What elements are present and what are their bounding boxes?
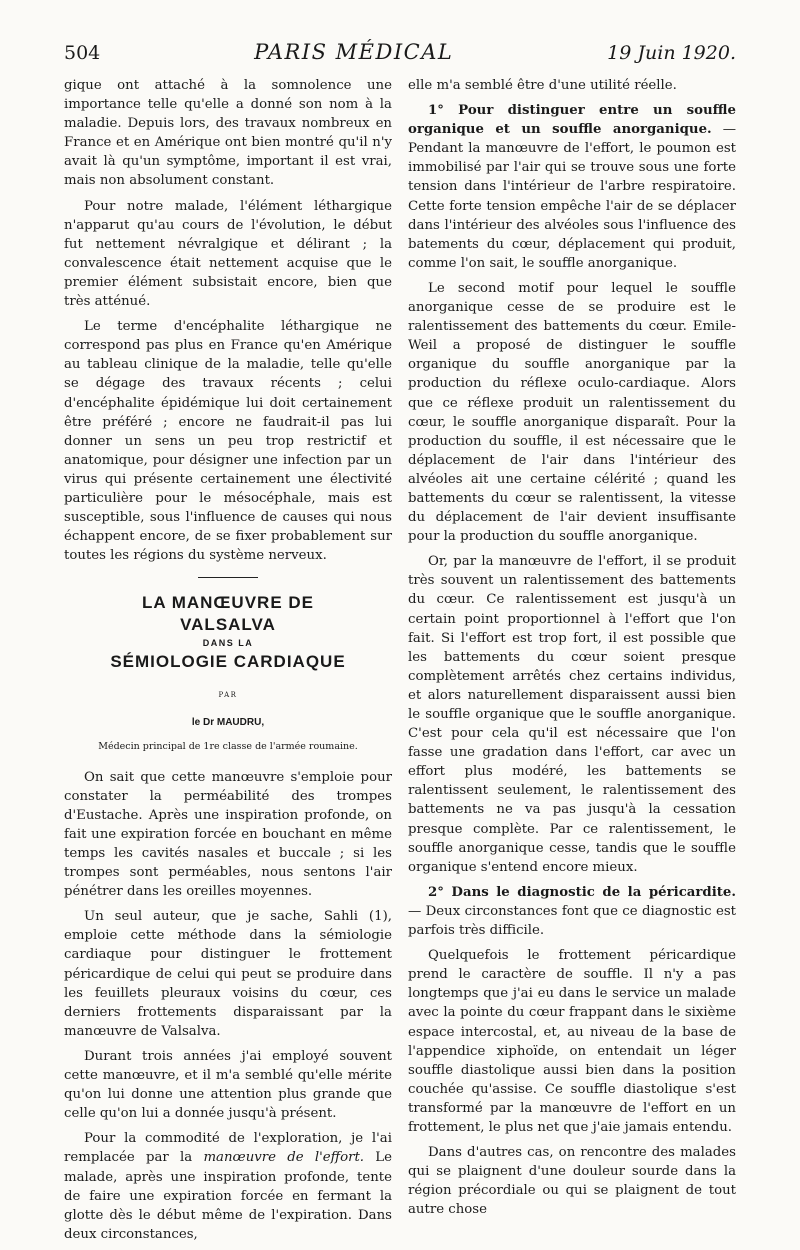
journal-title: PARIS MÉDICAL xyxy=(254,40,454,64)
title-line: DANS LA xyxy=(202,638,254,649)
title-line: LA MANŒUVRE DE xyxy=(141,593,315,613)
paragraph: Dans d'autres cas, on rencontre des malades qui se plaignent d'une douleur sourde dans la région précordiale ou qui se plaignent de tout autre chose xyxy=(408,1145,736,1218)
title-line: SÉMIOLOGIE CARDIAQUE xyxy=(110,652,346,672)
paragraph: Durant trois années j'ai employé souvent cette manœuvre, et il m'a semblé qu'elle mérite qu'on lui donne une attention plus grande que celle qu'on lui a donnée jusqu'à présent. xyxy=(64,1048,392,1122)
text-run: Le malade, après une inspiration profonde, tente de faire une expiration forcée en fermant la glotte dès le début même de l'expiration. Dans deux circonstances, xyxy=(64,1150,392,1242)
paragraph: Or, par la manœuvre de l'effort, il se produit très souvent un ralentissement des battements du cœur. Ce ralentissement est jusqu'à un certain point proportionnel à l'effort que l'on fait. Si l'effort est trop fort, il est possible que les battements du cœur soient presque complètement arrêtés chez certains individus, et alors naturellement disparaissent aussi bien le souffle organique que le souffle anorganique. C'est pour cela qu'il est nécessaire que l'on fasse une gradation dans l'effort, car avec un effort plus modéré, les battements se ralentissent seulement, le ralentissement des battements ne va pas jusqu'à la cessation presque complète. Par ce ralentissement, le souffle anorganique cesse, tandis que le souffle organique s'entend encore mieux. xyxy=(408,554,736,875)
section-divider xyxy=(198,577,258,578)
author-name: le Dr MAUDRU, xyxy=(191,717,265,729)
title-line: VALSALVA xyxy=(180,615,276,635)
text-run: Pour la commodité de l'exploration, je l'ai remplacée par la xyxy=(64,1131,392,1166)
paragraph: On sait que cette manœuvre s'emploie pour constater la perméabilité des trompes d'Eustache. Après une inspiration profonde, on fait une expiration forcée en bouchant en même temps les cavités nasales et buccale ; si les trompes sont perméables, nous sentons l'air pénétrer dans les oreilles moyennes. xyxy=(64,769,392,900)
paragraph: Quelquefois le frottement péricardique prend le caractère de souffle. Il n'y a pas longtemps que j'ai eu dans le service un malade avec la pointe du cœur frappant dans le sixième espace intercostal, et, au niveau de la base de l'appendice xiphoïde, on entendait un léger souffle diastolique aussi bien dans la position couchée qu'assise. Ce souffle diastolique s'est transformé par la manœuvre de l'effort en un frottement, le plus net que j'aie jamais entendu. xyxy=(408,948,736,1135)
paragraph: gique ont attaché à la somnolence une importance telle qu'elle a donné son nom à la maladie. Depuis lors, des travaux nombreux en France et en Amérique ont bien montré qu'il n'y avait là qu'un symptôme, important il est vrai, mais non absolument constant. xyxy=(64,78,392,189)
paragraph xyxy=(408,883,736,940)
paragraph: Pour notre malade, l'élément léthargique n'apparut qu'au cours de l'évolution, le début fut nettement névralgique et délirant ; la convalescence était nettement acquise que le premier élément subsistait encore, bien que très atténué. xyxy=(64,198,392,310)
paragraph: Le terme d'encéphalite léthargique ne correspond pas plus en France qu'en Amérique au tableau clinique de la maladie, telle qu'elle se dégage des travaux récents ; celui d'encéphalite épidémique lui doit certainement être préféré ; encore ne faudrait-il pas lui donner un sens un peu trop restrictif et anatomique, pour désigner une infection par un virus qui présente certainement une électivité particulière pour le mésocéphale, mais est susceptible, sous l'influence de causes qui nous échappent encore, de se fixer probablement sur toutes les régions du système nerveux. xyxy=(64,319,392,564)
byline-par: PAR xyxy=(218,691,238,700)
section-heading: 2° Dans le diagnostic de la péricardite. xyxy=(428,884,736,900)
paragraph: Le second motif pour lequel le souffle anorganique cesse de se produire est le ralentissement des battements du cœur. Emile-Weil a proposé de distinguer le souffle organique du souffle anorganique par la production du réflexe oculo-cardiaque. Alors que ce réflexe produit un ralentissement du cœur, le souffle anorganique disparaît. Pour la production du souffle, il est nécessaire que le déplacement de l'air dans l'intérieur des alvéoles ait une certaine célérité ; quand les battements du cœur se ralentissent, la vitesse du déplacement de l'air devient insuffisante pour la production du souffle anorganique. xyxy=(408,280,736,545)
emphasis-text: manœuvre de l'effort. xyxy=(203,1150,365,1166)
left-column xyxy=(64,76,392,1250)
author-affiliation: Médecin principal de 1re classe de l'armée roumaine. xyxy=(98,740,358,752)
article-title xyxy=(64,592,392,674)
paragraph: Un seul auteur, que je sache, Sahli (1), emploie cette méthode dans la sémiologie cardiaque pour distinguer le frottement péricardique de celui qui peut se produire dans les feuillets pleuraux voisins du cœur, ces derniers frottements disparaissant par la manœuvre de Valsalva. xyxy=(64,909,392,1039)
page-number: 504 xyxy=(64,42,101,64)
paragraph xyxy=(64,1129,392,1244)
text-run: — Pendant la manœuvre de l'effort, le poumon est immobilisé par l'air qui se trouve sous une forte tension dans l'intérieur de l'arbre respiratoire. Cette forte tension empêche l'air de se déplacer dans l'intérieur des alvéoles sous l'influence des batements du cœur, déplacement qui produit, comme l'on sait, le souffle anorganique. xyxy=(408,122,736,271)
text-run: — Deux circonstances font que ce diagnostic est parfois très difficile. xyxy=(408,903,736,939)
section-heading: 1° Pour distinguer entre un souffle organique et un souffle anorganique. xyxy=(408,103,736,138)
paragraph: elle m'a semblé être d'une utilité réelle. xyxy=(408,78,677,93)
paragraph xyxy=(408,101,736,273)
issue-date: 19 Juin 1920. xyxy=(607,42,736,64)
page-header xyxy=(64,40,736,76)
right-column xyxy=(408,76,736,1225)
